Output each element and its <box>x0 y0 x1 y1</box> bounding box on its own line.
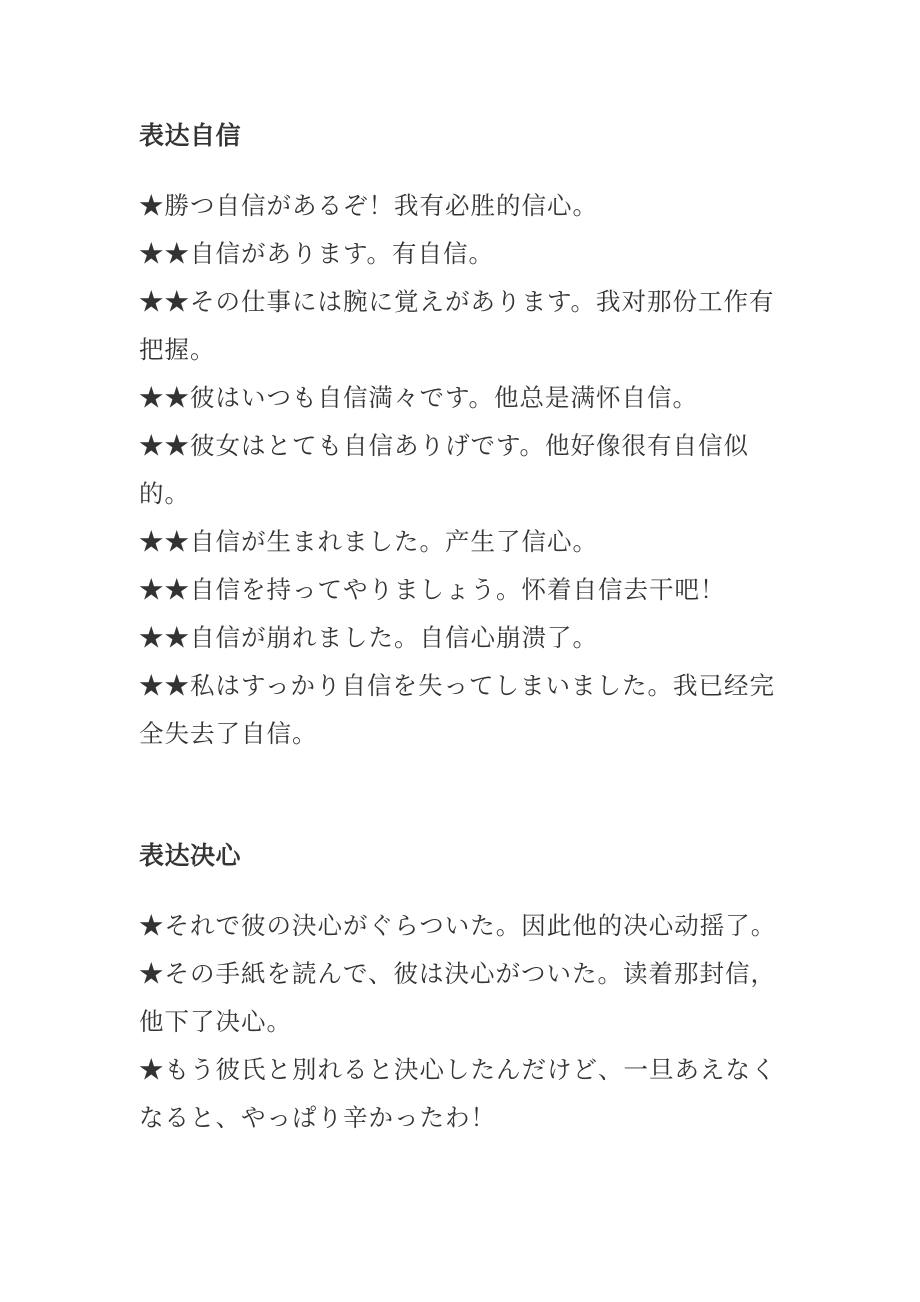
phrase-item: ★それで彼の決心がぐらついた。因此他的决心动摇了。 <box>139 911 777 940</box>
phrase-item: ★その手紙を読んで、彼は決心がついた。读着那封信，他下了决心。 <box>139 959 777 1036</box>
section-confidence <box>139 112 781 758</box>
phrase-item: ★★私はすっかり自信を失ってしまいました。我已经完全失去了自信。 <box>139 671 776 748</box>
phrase-item: ★★自信があります。有自信。 <box>139 239 495 268</box>
phrase-item: ★もう彼氏と別れると決心したんだけど、一旦あえなくなると、やっぱり辛かったわ！ <box>139 1055 777 1132</box>
phrase-list <box>139 182 781 758</box>
phrase-item: ★★彼女はとても自信ありげです。他好像很有自信似的。 <box>139 431 750 508</box>
phrase-item: ★★自信が生まれました。产生了信心。 <box>139 527 598 556</box>
phrase-item: ★勝つ自信があるぞ！我有必胜的信心。 <box>139 191 598 220</box>
section-determination <box>139 832 781 1142</box>
section-heading: 表达决心 <box>139 841 242 870</box>
phrase-item: ★★自信を持ってやりましょう。怀着自信去干吧！ <box>139 575 726 604</box>
phrase-item: ★★その仕事には腕に覚えがあります。我对那份工作有把握。 <box>139 287 775 364</box>
section-heading: 表达自信 <box>139 121 242 150</box>
phrase-item: ★★彼はいつも自信満々です。他总是满怀自信。 <box>139 383 699 412</box>
phrase-list <box>139 902 781 1142</box>
phrase-item: ★★自信が崩れました。自信心崩溃了。 <box>139 623 598 652</box>
